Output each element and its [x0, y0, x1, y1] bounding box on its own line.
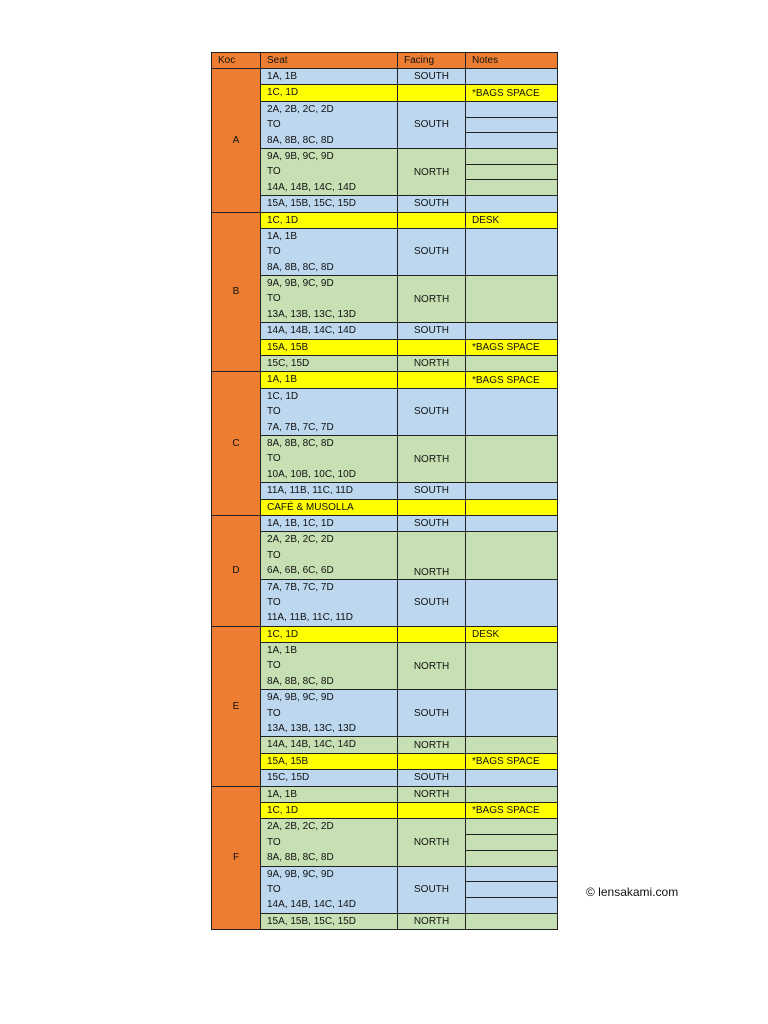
seat-cell: [261, 802, 398, 818]
seat-line: 14A, 14B, 14C, 14D: [267, 325, 356, 337]
notes-cell: [466, 388, 558, 435]
seat-cell: [261, 483, 398, 499]
seat-line: TO: [267, 119, 281, 131]
facing-cell: SOUTH: [398, 690, 466, 737]
notes-cell: [466, 228, 558, 275]
seat-facing-table: [211, 52, 558, 930]
seat-line: 15C, 15D: [267, 772, 310, 784]
facing-cell: SOUTH: [398, 196, 466, 212]
facing-cell: [398, 372, 466, 388]
table-row: [212, 196, 558, 212]
seat-cell: [261, 737, 398, 753]
seat-line: 15C, 15D: [267, 358, 310, 370]
seat-cell: [261, 69, 398, 85]
seat-cell: [261, 643, 398, 690]
seat-cell: [261, 212, 398, 228]
facing-cell: NORTH: [398, 356, 466, 372]
notes-cell: [466, 690, 558, 737]
table-row: [212, 626, 558, 642]
notes-cell: [466, 117, 558, 133]
table-body: [212, 53, 558, 930]
header-koc: Koc: [212, 53, 261, 69]
seat-cell: [261, 196, 398, 212]
table-row: [212, 69, 558, 85]
notes-cell: DESK: [466, 212, 558, 228]
seat-line: 15A, 15B, 15C, 15D: [267, 198, 356, 210]
notes-cell: [466, 532, 558, 579]
table-row: [212, 483, 558, 499]
seat-line: TO: [267, 836, 281, 848]
table-row: [212, 85, 558, 101]
seat-line: TO: [267, 707, 281, 719]
notes-cell: [466, 483, 558, 499]
seat-cell: [261, 356, 398, 372]
coach-label: E: [212, 626, 261, 786]
seat-line: TO: [267, 406, 281, 418]
table-row: [212, 356, 558, 372]
seat-line: TO: [267, 660, 281, 672]
seat-line: 14A, 14B, 14C, 14D: [267, 899, 356, 911]
seat-cell: [261, 913, 398, 929]
table-row: [212, 148, 558, 164]
table-row: [212, 753, 558, 769]
notes-cell: [466, 499, 558, 515]
facing-cell: SOUTH: [398, 101, 466, 148]
facing-cell: NORTH: [398, 148, 466, 195]
seat-line: 8A, 8B, 8C, 8D: [267, 134, 334, 146]
coach-label: D: [212, 515, 261, 626]
seat-line: TO: [267, 246, 281, 258]
credit-text: © lensakami.com: [586, 885, 679, 899]
seat-line: 15A, 15B: [267, 341, 309, 353]
seat-line: 9A, 9B, 9C, 9D: [267, 692, 334, 704]
notes-cell: [466, 786, 558, 802]
seat-line: 1C, 1D: [267, 214, 299, 226]
seat-cell: [261, 690, 398, 737]
seat-cell: [261, 388, 398, 435]
facing-cell: [398, 339, 466, 355]
seat-cell: [261, 786, 398, 802]
header-seat: Seat: [261, 53, 398, 69]
notes-cell: [466, 866, 558, 882]
table-row: [212, 276, 558, 323]
facing-cell: NORTH: [398, 819, 466, 866]
table-row: [212, 435, 558, 482]
notes-cell: [466, 101, 558, 117]
coach-label: F: [212, 786, 261, 930]
coach-label: A: [212, 69, 261, 213]
seat-line: 11A, 11B, 11C, 11D: [267, 485, 353, 497]
seat-line: 1A, 1B: [267, 645, 298, 657]
facing-cell: [398, 626, 466, 642]
seat-line: 1A, 1B: [267, 374, 298, 386]
seat-line: 1C, 1D: [267, 628, 299, 640]
notes-cell: [466, 180, 558, 196]
seat-line: 7A, 7B, 7C, 7D: [267, 581, 334, 593]
seat-line: 8A, 8B, 8C, 8D: [267, 852, 334, 864]
seat-line: 1A, 1B: [267, 788, 298, 800]
seat-line: 1C, 1D: [267, 804, 299, 816]
seat-cell: [261, 435, 398, 482]
notes-cell: [466, 69, 558, 85]
seat-line: 14A, 14B, 14C, 14D: [267, 181, 356, 193]
seat-cell: [261, 866, 398, 913]
facing-cell: [398, 753, 466, 769]
table-row: [212, 786, 558, 802]
facing-cell: [398, 85, 466, 101]
notes-cell: [466, 913, 558, 929]
facing-cell: NORTH: [398, 643, 466, 690]
notes-cell: [466, 770, 558, 786]
coach-label: B: [212, 212, 261, 372]
seat-cell: [261, 323, 398, 339]
seat-cell: [261, 579, 398, 626]
seat-cell: [261, 101, 398, 148]
facing-cell: SOUTH: [398, 515, 466, 531]
seat-line: TO: [267, 453, 281, 465]
facing-cell: NORTH: [398, 737, 466, 753]
seat-line: 7A, 7B, 7C, 7D: [267, 421, 334, 433]
facing-cell: SOUTH: [398, 228, 466, 275]
seat-line: 2A, 2B, 2C, 2D: [267, 103, 334, 115]
seat-line: 9A, 9B, 9C, 9D: [267, 868, 334, 880]
notes-cell: *BAGS SPACE: [466, 85, 558, 101]
seat-line: TO: [267, 549, 281, 561]
notes-cell: [466, 276, 558, 323]
seat-line: 14A, 14B, 14C, 14D: [267, 739, 356, 751]
facing-cell: NORTH: [398, 276, 466, 323]
notes-cell: [466, 515, 558, 531]
seat-line: 13A, 13B, 13C, 13D: [267, 723, 356, 735]
table-row: [212, 866, 558, 882]
table-row: [212, 228, 558, 275]
seat-cell: [261, 228, 398, 275]
notes-cell: [466, 643, 558, 690]
seat-line: CAFÉ & MUSOLLA: [267, 501, 354, 513]
seat-cell: [261, 532, 398, 579]
notes-cell: [466, 897, 558, 913]
table-row: [212, 323, 558, 339]
facing-cell: SOUTH: [398, 69, 466, 85]
notes-cell: [466, 164, 558, 180]
seat-line: TO: [267, 166, 281, 178]
seat-line: TO: [267, 293, 281, 305]
facing-cell: SOUTH: [398, 388, 466, 435]
seat-line: 8A, 8B, 8C, 8D: [267, 261, 334, 273]
table-row: [212, 499, 558, 515]
header-notes: Notes: [466, 53, 558, 69]
facing-cell: SOUTH: [398, 770, 466, 786]
facing-cell: SOUTH: [398, 323, 466, 339]
seat-line: TO: [267, 596, 281, 608]
notes-cell: *BAGS SPACE: [466, 802, 558, 818]
seat-line: 2A, 2B, 2C, 2D: [267, 821, 334, 833]
facing-cell: SOUTH: [398, 579, 466, 626]
seat-cell: [261, 372, 398, 388]
seat-line: 8A, 8B, 8C, 8D: [267, 437, 334, 449]
notes-cell: *BAGS SPACE: [466, 372, 558, 388]
seat-line: 9A, 9B, 9C, 9D: [267, 150, 334, 162]
seat-cell: [261, 515, 398, 531]
notes-cell: [466, 435, 558, 482]
seat-line: 1A, 1B, 1C, 1D: [267, 517, 334, 529]
seat-line: 1C, 1D: [267, 87, 299, 99]
seat-cell: [261, 85, 398, 101]
table-row: [212, 515, 558, 531]
notes-cell: [466, 835, 558, 851]
seat-line: 8A, 8B, 8C, 8D: [267, 675, 334, 687]
table-row: [212, 532, 558, 579]
seat-line: 13A, 13B, 13C, 13D: [267, 308, 356, 320]
notes-cell: [466, 148, 558, 164]
notes-cell: [466, 356, 558, 372]
seat-cell: [261, 276, 398, 323]
notes-cell: *BAGS SPACE: [466, 339, 558, 355]
seat-line: 1A, 1B: [267, 230, 298, 242]
facing-cell: SOUTH: [398, 483, 466, 499]
facing-cell: NORTH: [398, 913, 466, 929]
seat-line: 15A, 15B, 15C, 15D: [267, 915, 356, 927]
table-row: [212, 802, 558, 818]
seat-cell: [261, 626, 398, 642]
facing-cell: NORTH: [398, 435, 466, 482]
seat-line: 6A, 6B, 6C, 6D: [267, 565, 334, 577]
table-row: [212, 643, 558, 690]
table-row: [212, 690, 558, 737]
seat-line: 2A, 2B, 2C, 2D: [267, 534, 334, 546]
seat-line: 1C, 1D: [267, 390, 299, 402]
facing-cell: [398, 499, 466, 515]
notes-cell: *BAGS SPACE: [466, 753, 558, 769]
table-row: [212, 212, 558, 228]
table-row: [212, 388, 558, 435]
table-row: [212, 737, 558, 753]
facing-cell: [398, 212, 466, 228]
seat-cell: [261, 819, 398, 866]
seat-cell: [261, 499, 398, 515]
seat-cell: [261, 753, 398, 769]
seat-cell: [261, 770, 398, 786]
facing-cell: NORTH: [398, 786, 466, 802]
notes-cell: DESK: [466, 626, 558, 642]
notes-cell: [466, 737, 558, 753]
notes-cell: [466, 850, 558, 866]
notes-cell: [466, 579, 558, 626]
table-row: [212, 913, 558, 929]
seat-line: 15A, 15B: [267, 755, 309, 767]
facing-cell: SOUTH: [398, 866, 466, 913]
notes-cell: [466, 819, 558, 835]
facing-cell: [398, 802, 466, 818]
coach-label: C: [212, 372, 261, 516]
table-row: [212, 101, 558, 117]
facing-cell: NORTH: [398, 532, 466, 579]
seat-line: 9A, 9B, 9C, 9D: [267, 278, 334, 290]
table-row: [212, 579, 558, 626]
seat-cell: [261, 339, 398, 355]
seat-line: 11A, 11B, 11C, 11D: [267, 612, 353, 624]
table-row: [212, 372, 558, 388]
table-row: [212, 819, 558, 835]
header-facing: Facing: [398, 53, 466, 69]
notes-cell: [466, 133, 558, 149]
header-row: [212, 53, 558, 69]
seat-cell: [261, 148, 398, 195]
table-row: [212, 770, 558, 786]
table-row: [212, 339, 558, 355]
notes-cell: [466, 882, 558, 898]
notes-cell: [466, 196, 558, 212]
seat-line: 1A, 1B: [267, 71, 298, 82]
seat-line: 10A, 10B, 10C, 10D: [267, 468, 356, 480]
seat-line: TO: [267, 883, 281, 895]
notes-cell: [466, 323, 558, 339]
